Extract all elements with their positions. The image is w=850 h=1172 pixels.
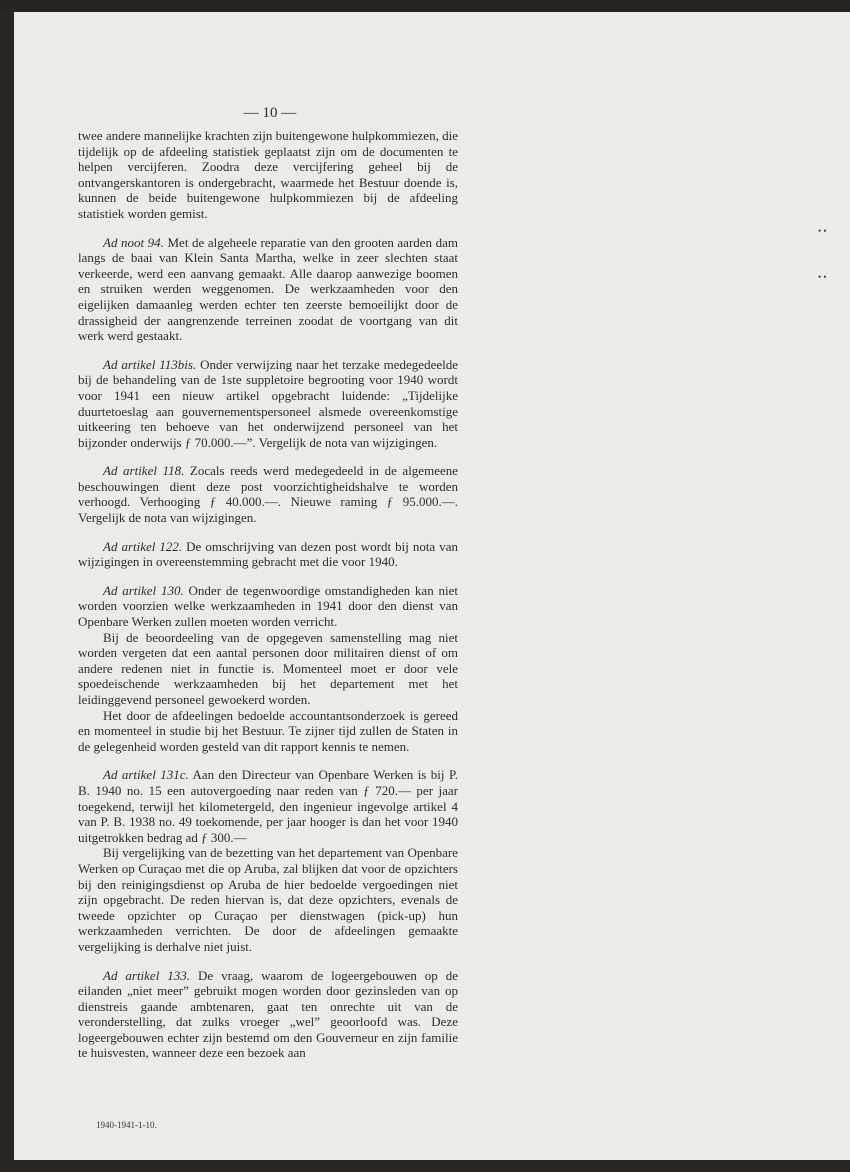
paragraph-130-c: Het door de afdeelingen bedoelde accountantsonderzoek is gereed en momenteel in studie bij het Bestuur. Te zijner tijd zullen de Staten in de gelegenheid worden gesteld van dit rapport kennis te nemen. (78, 707, 458, 754)
paragraph-ad-artikel-118: Ad artikel 118. Zocals reeds werd medegedeeld in de algemeene beschouwingen dient deze post voorzichtigheidshalve te worden verhoogd. Verhooging ƒ 40.000.—. Nieuwe raming ƒ 95.000.—. Vergelijk de nota van wijzigingen. (78, 463, 458, 526)
paragraph-ad-noot-94: Ad noot 94. Met de algeheele reparatie van den grooten aarden dam langs de baai van Klein Santa Martha, welke in zeer slechten staat verkeerde, werd een aanvang gemaakt. Alle daarop aanwezige boomen en struiken werden weggenomen. De werkzaamheden voor den eigelijken damaanleg werden echter ten zeerste bemoeilijkt door de drassigheid der aangrenzende terreinen zoodat de voortgang van dit werk werd gestaakt. (78, 234, 458, 344)
body-text (78, 128, 458, 1061)
paragraph-131c-b: Bij vergelijking van de bezetting van het departement van Openbare Werken op Curaçao met die op Aruba, zal blijken dat voor de opzichters bij den reinigingsdienst op Aruba de hier bedoelde vergoedingen niet zijn opgebracht. De reden hiervan is, dat deze opzichters, evenals de tweede opzichter op Curaçao per dienstwagen (pick-up) hun werkzaamheden verrichten. De door de afdeelingen gemaakte vergelijking is derhalve niet juist. (78, 845, 458, 954)
footer-code: 1940-1941-1-10. (96, 1120, 157, 1130)
paragraph-ad-artikel-113bis: Ad artikel 113bis. Onder verwijzing naar het terzake medegedeelde bij de behandeling van de 1ste suppletoire begrooting voor 1940 wordt voor 1941 een nieuw artikel opgebracht luidende: „Tijdelijke duurtetoeslag aan gouvernementspersoneel alsmede overeenkomstige uitkeering ten behoeve van het onderwijzend personeel van het bijzonder onderwijs ƒ 70.000.—”. Vergelijk de nota van wijzigingen. (78, 356, 458, 450)
page-number: — 10 — (243, 105, 297, 121)
paragraph-ad-artikel-130: Ad artikel 130. Onder de tegenwoordige omstandigheden kan niet worden voorzien welke werkzaamheden in 1941 door den dienst van Openbare Werken zullen moeten worden verricht. (78, 582, 458, 630)
margin-mark: • • (818, 272, 827, 282)
scan-edge (0, 0, 850, 12)
paragraph-lead: Ad artikel 122. (103, 538, 183, 554)
paragraph-lead: Ad artikel 113bis. (103, 356, 197, 372)
paragraph-lead: Ad artikel 118. (103, 463, 185, 479)
paragraph-ad-artikel-133: Ad artikel 133. De vraag, waarom de logeergebouwen op de eilanden „niet meer” gebruikt mogen worden door gezinsleden van op dienstreis gaande ambtenaren, gaat ten onrechte uit van de veronderstelling, dat zulks vroeger „wel” geoorloofd was. Deze logeergebouwen echter zijn bestemd om den Gouverneur en zijn familie te huisvesten, wanneer deze een bezoek aan (78, 967, 458, 1061)
paragraph-lead: Ad artikel 131c. (103, 767, 189, 783)
paragraph-ad-artikel-131c: Ad artikel 131c. Aan den Directeur van Openbare Werken is bij P. B. 1940 no. 15 een autovergoeding naar reden van ƒ 720.— per jaar toegekend, terwijl het kilometergeld, den ingenieur ingevolge artikel 4 van P. B. 1938 no. 49 toekomende, per jaar hooger is dan het voor 1940 uitgetrokken bedrag ad ƒ 300.— (78, 767, 458, 845)
paragraph-ad-artikel-122: Ad artikel 122. De omschrijving van dezen post wordt bij nota van wijzigingen in overeenstemming gebracht met die voor 1940. (78, 538, 458, 570)
paragraph-lead: Ad artikel 133. (103, 967, 191, 983)
paragraph-130-b: Bij de beoordeeling van de opgegeven samenstelling mag niet worden vergeten dat een aantal personen door militairen dienst of om andere redenen niet in functie is. Momenteel moet er door vele spoedeischende werkzaamheden bij het departement met het leidinggevend personeel gewoekerd worden. (78, 629, 458, 707)
paragraph-lead: Ad artikel 130. (103, 582, 184, 598)
margin-mark: • • (818, 226, 827, 236)
paragraph-0: twee andere mannelijke krachten zijn buitengewone hulpkommiezen, die tijdelijk op de afdeeling statistiek geplaatst zijn om de documenten te helpen vercijferen. Zoodra deze vercijfering geheel bij de ontvangerskantoren is ondergebracht, waarmede het Bestuur doende is, kunnen de beide buitengewone hulpkommiezen bij de afdeeling statistiek worden gemist. (78, 128, 458, 221)
paragraph-lead: Ad noot 94. (103, 234, 164, 250)
